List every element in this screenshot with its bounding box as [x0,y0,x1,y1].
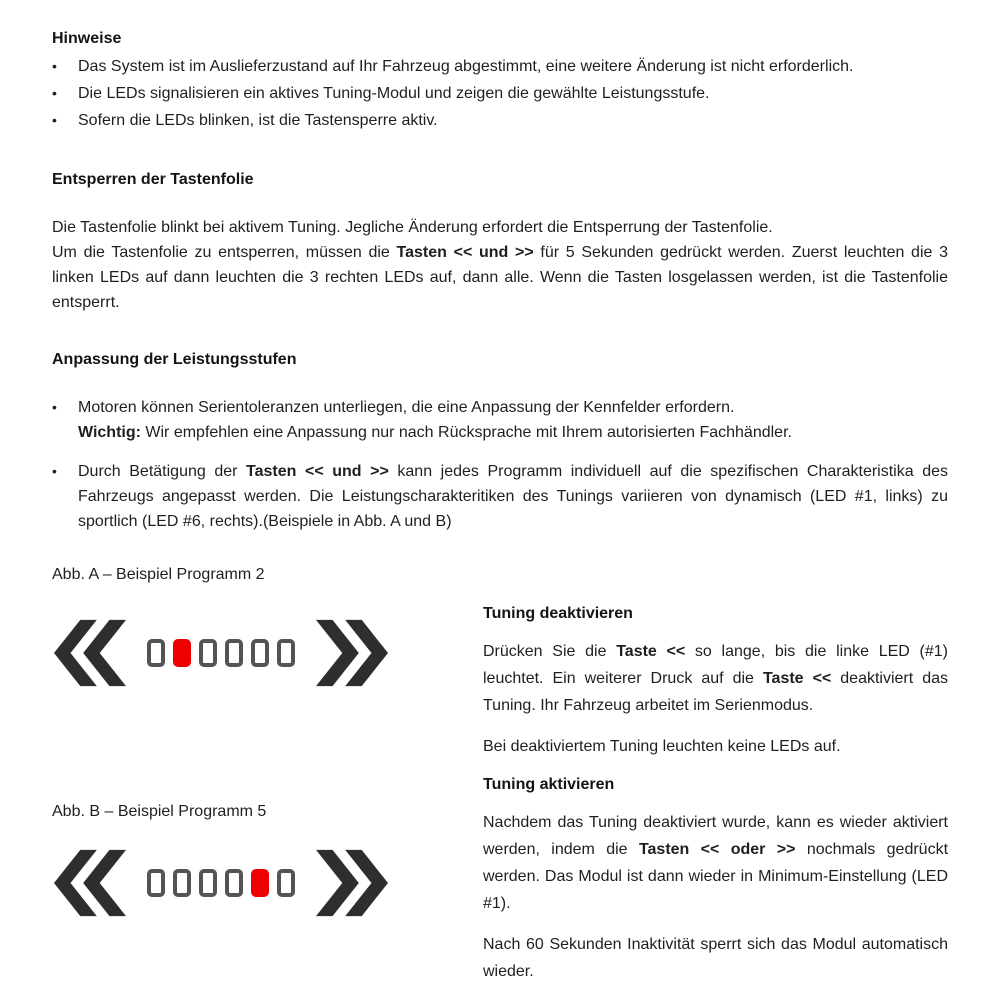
bullet-text [78,81,948,106]
led-strip [147,869,295,897]
text-segment: Sofern die LEDs blinken, ist die Tastensperre aktiv. [78,112,438,129]
bullet-marker: • [52,463,57,479]
list-item [52,81,948,106]
hinweise-bullet-list [52,54,948,133]
paragraph [52,240,948,315]
text-segment: kann jedes Programm individuell auf die spezifischen Charakteristika des Fahrzeugs angepasst werden. Die Leistungscharakteritiken des Tunings variieren von dynamisch (LED #1, links) zu sportlich (LED #6, rechts).(Beispiele in Abb. A und B) [78,463,948,530]
chevron-double-left-icon [54,619,126,687]
subsection-title-aktivieren: Tuning aktivieren [483,776,615,793]
text-segment: so lange, bis die linke LED (#1) leuchtet. Ein weiterer Druck auf die [483,643,948,687]
led-off [147,639,165,667]
section-title: Anpassung der Leistungsstufen [52,351,297,368]
text-segment: Die Tastenfolie blinkt bei aktivem Tuning. Jegliche Änderung erfordert die Entsperrung der Tastenfolie. [52,219,773,236]
text-segment: Motoren können Serientoleranzen unterliegen, die eine Anpassung der Kennfelder erfordern. [78,399,735,416]
section-anpassung [52,349,948,534]
figure-b-label: Abb. B – Beispiel Programm 5 [52,803,267,820]
chevron-double-right-icon [316,849,388,917]
figures-column [52,562,483,999]
bullet-text [78,459,948,534]
bullet-marker: • [52,112,57,128]
text-segment: Drücken Sie die [483,643,617,660]
led-off [173,869,191,897]
text-segment: Das System ist im Auslieferzustand auf Ihr Fahrzeug abgestimmt, eine weitere Änderung ist nicht erforderlich. [78,58,854,75]
paragraph [483,638,948,719]
text-segment: Durch Betätigung der [78,463,247,480]
led-off [225,639,243,667]
led-on [173,639,191,667]
led-off [277,639,295,667]
led-strip [147,639,295,667]
bold-text-segment: Tasten << oder >> [638,841,796,858]
chevron-double-left-icon [54,849,126,917]
figure-a-label: Abb. A – Beispiel Programm 2 [52,566,265,583]
section-entsperren [52,169,948,315]
list-item [52,395,948,445]
text-segment: für 5 Sekunden gedrückt werden. Zuerst leuchten die 3 linken LEDs auf dann leuchten die 3 rechten LEDs auf, dann alle. Wenn die Tasten losgelassen werden, ist die Tastenfolie entsperrt. [52,244,949,311]
instructions-column [483,562,948,999]
text-segment: Wir empfehlen eine Anpassung nur nach Rücksprache mit Ihrem autorisierten Fachhändler. [140,424,792,441]
led-off [199,639,217,667]
paragraph [52,215,948,240]
subsection-title-deaktivieren: Tuning deaktivieren [483,605,633,622]
paragraph [483,809,948,917]
section-title: Entsperren der Tastenfolie [52,171,254,188]
bullet-marker: • [52,399,57,415]
list-item [52,459,948,534]
text-segment: deaktiviert das Tuning. Ihr Fahrzeug arbeitet im Serienmodus. [483,670,949,714]
bullet-text [78,395,948,445]
led-on [251,869,269,897]
bold-text-segment: Tasten << und >> [396,244,534,261]
text-segment: Bei deaktiviertem Tuning leuchten keine LEDs auf. [483,738,841,755]
list-item [52,54,948,79]
bullet-marker: • [52,85,57,101]
text-segment: Nach 60 Sekunden Inaktivität sperrt sich das Modul automatisch wieder. [483,936,948,980]
paragraph [483,733,948,760]
bold-text-segment: Wichtig: [78,424,141,441]
text-segment: nochmals gedrückt werden. Das Modul ist dann wieder in Minimum-Einstellung (LED #1). [483,841,949,912]
figures-and-instructions-row [52,562,948,999]
section-title: Hinweise [52,30,122,47]
chevron-double-right-icon [316,619,388,687]
bullet-marker: • [52,58,57,74]
bullet-text [78,108,948,133]
text-segment: Die LEDs signalisieren ein aktives Tuning-Modul und zeigen die gewählte Leistungsstufe. [78,85,710,102]
anpassung-bullet-list [52,395,948,534]
led-off [251,639,269,667]
list-item [52,108,948,133]
led-off [199,869,217,897]
led-off [225,869,243,897]
led-display-figure-a [54,619,483,687]
text-segment: Nachdem das Tuning deaktiviert wurde, kann es wieder aktiviert werden, indem die [483,814,948,858]
text-segment: Um die Tastenfolie zu entsperren, müssen die [52,244,397,261]
bullet-text [78,54,948,79]
led-display-figure-b [54,849,483,917]
led-off [277,869,295,897]
section-hinweise [52,28,948,133]
led-off [147,869,165,897]
bold-text-segment: Taste << [616,643,686,660]
bold-text-segment: Taste << [762,670,832,687]
bold-text-segment: Tasten << und >> [246,463,389,480]
paragraph [483,931,948,985]
